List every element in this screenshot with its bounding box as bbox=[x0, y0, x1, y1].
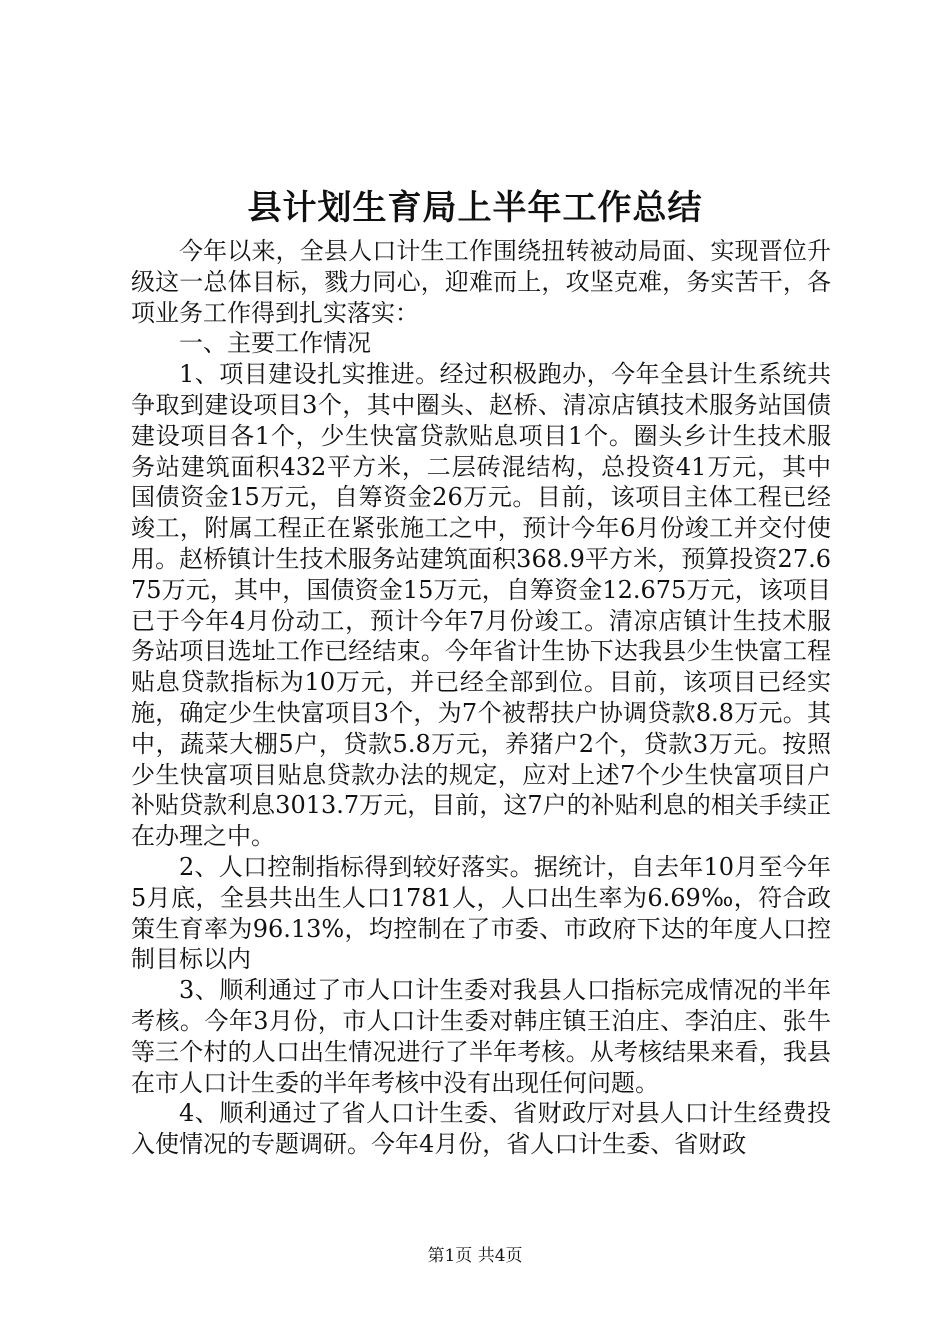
page-footer: 第1页 共4页 bbox=[427, 1246, 523, 1266]
paragraph-population-control: 2、人口控制指标得到较好落实。据统计，自去年10月至今年5月底，全县共出生人口1781人，人口出生率为6.69‰，符合政策生育率为96.13%，均控制在了市委、市政府下达的年度人口控制目标以内 bbox=[131, 852, 831, 974]
paragraph-project-construction: 1、项目建设扎实推进。经过积极跑办，今年全县计生系统共争取到建设项目3个，其中圈头、赵桥、清凉店镇技术服务站国债建设项目各1个，少生快富贷款贴息项目1个。圈头乡计生技术服务站建筑面积432平方米，二层砖混结构，总投资41万元，其中国债资金15万元，自筹资金26万元。目前，该项目主体工程已经竣工，附属工程正在紧张施工之中，预计今年6月份竣工并交付使用。赵桥镇计生技术服务站建筑面积368.9平方米，预算投资27.675万元，其中，国债资金15万元，自筹资金12.675万元，该项目已于今年4月份动工，预计今年7月份竣工。清凉店镇计生技术服务站项目选址工作已经结束。今年省计生协下达我县少生快富工程贴息贷款指标为10万元，并已经全部到位。目前，该项目已经实施，确定少生快富项目3个，为7个被帮扶户协调贷款8.8万元。其中，蔬菜大棚5户，贷款5.8万元，养猪户2个，贷款3万元。按照少生快富项目贴息贷款办法的规定，应对上述7个少生快富项目户补贴贷款利息3013.7万元，目前，这7户的补贴利息的相关手续正在办理之中。 bbox=[131, 360, 831, 851]
paragraph-provincial-research: 4、顺利通过了省人口计生委、省财政厅对县人口计生经费投入使情况的专题调研。今年4月份，省人口计生委、省财政 bbox=[131, 1099, 831, 1159]
document-body bbox=[131, 236, 831, 1160]
paragraph-city-assessment: 3、顺利通过了市人口计生委对我县人口指标完成情况的半年考核。今年3月份，市人口计生委对韩庄镇王泊庄、李泊庄、张牛等三个村的人口出生情况进行了半年考核。从考核结果来看，我县在市人口计生委的半年考核中没有出现任何问题。 bbox=[131, 976, 831, 1097]
intro-paragraph: 今年以来，全县人口计生工作围绕扭转被动局面、实现晋位升级这一总体目标，戮力同心，迎难而上，攻坚克难，务实苦干，各项业务工作得到扎实落实： bbox=[131, 237, 831, 327]
section-heading: 一、主要工作情况 bbox=[179, 329, 371, 358]
document-title: 县计划生育局上半年工作总结 bbox=[247, 188, 703, 228]
